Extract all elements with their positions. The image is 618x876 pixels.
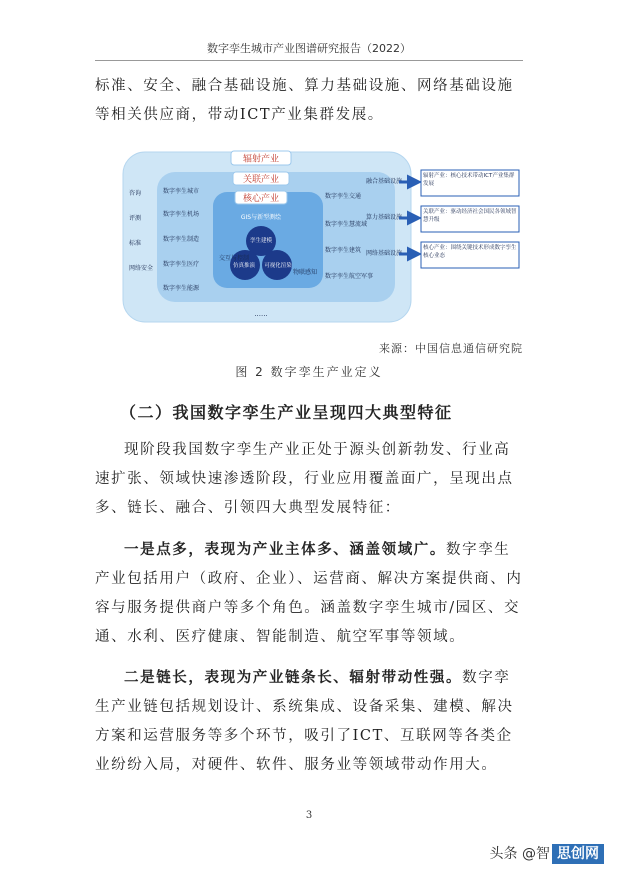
point2-lead: 二是链长，表现为产业链条长、辐射带动性强。 <box>124 670 463 686</box>
figure-source: 来源：中国信息通信研究院 <box>379 342 523 355</box>
paragraph-point-2 <box>95 664 525 780</box>
right-item-3: 数字孪生航空军事 <box>325 273 374 280</box>
header-rule <box>95 60 523 61</box>
interaction-label: 交互与控制 <box>219 255 250 262</box>
infra-2: 网络基础设施 <box>366 250 403 257</box>
right-item-1: 数字孪生慧流域 <box>325 221 368 228</box>
diagram-svg <box>121 148 521 326</box>
radiating-label: 辐射产业 <box>242 154 280 165</box>
box-text-2: 核心产业：围绕关键技术形成数字孪生核心业态 <box>423 245 517 259</box>
iot-label: 物联感知 <box>293 269 318 276</box>
left-item-2: 数字孪生制造 <box>163 236 200 243</box>
circle-left-text: 仿真推演 <box>232 263 256 269</box>
related-label: 关联产业 <box>242 175 280 185</box>
left-label-2: 标准 <box>129 240 142 247</box>
left-label-1: 评测 <box>129 215 142 222</box>
point1-lead: 一是点多，表现为产业主体多、涵盖领域广。 <box>124 542 446 558</box>
ellipsis: ...... <box>254 310 268 318</box>
point1-rest: 数字孪生产业包括用户（政府、企业）、运营商、解决方案提供商、内容与服务提供商户等多个角色。涵盖数字孪生城市/园区、交通、水利、医疗健康、智能制造、航空军事等领域。 <box>95 542 523 645</box>
circle-top-text: 孪生建模 <box>249 238 273 244</box>
paragraph-continuation: 标准、安全、融合基础设施、算力基础设施、网络基础设施等相关供应商，带动ICT产业集群发展。 <box>95 78 514 123</box>
infra-1: 算力基础设施 <box>366 214 403 221</box>
left-item-0: 数字孪生城市 <box>163 188 200 195</box>
source-watermark <box>490 843 604 863</box>
page-number: 3 <box>305 810 313 821</box>
box-text-1: 关联产业：驱动经济社会国民各领域智慧升级 <box>423 209 517 223</box>
paragraph-intro <box>95 436 525 523</box>
point2-rest: 数字孪生产业链包括规划设计、系统集成、设备采集、建模、解决方案和运营服务等多个环节，吸引了ICT、互联网等各类企业纷纷入局，对硬件、软件、服务业等领域带动作用大。 <box>95 670 514 773</box>
infra-0: 融合基础设施 <box>366 178 403 185</box>
page-header: 数字孪生城市产业图谱研究报告（2022） <box>207 42 411 55</box>
industry-definition-diagram <box>121 148 521 326</box>
left-item-4: 数字孪生能源 <box>163 285 200 292</box>
right-item-2: 数字孪生建筑 <box>325 247 362 254</box>
left-item-1: 数字孪生机场 <box>163 211 200 218</box>
core-label: 核心产业 <box>242 194 280 204</box>
left-label-3: 网络安全 <box>129 265 154 272</box>
watermark-brand: 思创网 <box>552 844 604 864</box>
figure-caption: 图 2 数字孪生产业定义 <box>235 365 383 379</box>
box-text-0: 辐射产业：核心技术带动ICT产业集群发展 <box>423 173 515 187</box>
paragraph-point-1 <box>95 536 525 652</box>
watermark-prefix: 头条 @智 <box>489 846 550 862</box>
right-item-0: 数字孪生交通 <box>325 193 362 200</box>
left-label-0: 咨询 <box>129 190 142 197</box>
left-item-3: 数字孪生医疗 <box>163 261 200 268</box>
circle-right-text: 可视化渲染 <box>264 263 292 269</box>
intro-text: 现阶段我国数字孪生产业正处于源头创新勃发、行业高速扩张、领域快速渗透阶段，行业应用覆盖面广，呈现出点多、链长、融合、引领四大典型发展特征： <box>95 442 514 516</box>
section-title: （二）我国数字孪生产业呈现四大典型特征 <box>120 403 453 422</box>
gis-label: GIS与新型测绘 <box>240 214 282 221</box>
